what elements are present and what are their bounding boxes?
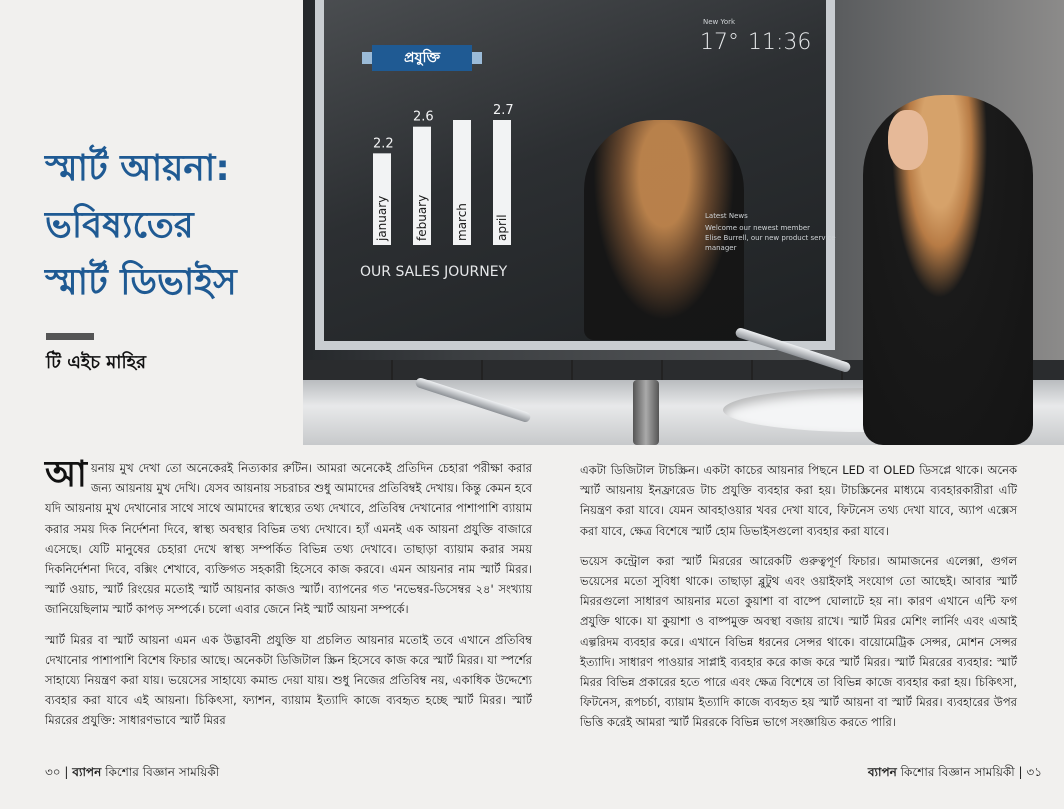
author-name: টি এইচ মাহির — [46, 352, 146, 373]
chart-data-label: 2.6 — [413, 109, 434, 125]
chart-category-label: april — [495, 214, 509, 241]
paragraph: একটা ডিজিটাল টাচস্ক্রিন। একটা কাচের আয়নার পিছনে LED বা OLED ডিসপ্লে থাকে। অনেক স্মার্ট আয়নায় ইনফ্রারেড টাচ প্রযুক্তি ব্যবহার করা হয়। টাচস্ক্রিনের মাধ্যমে ব্যবহারকারীরা এটি নিয়ন্ত্রণ করা যাবে। যেমন আবহাওয়ার খবর দেখা যাবে, ফিটনেস তথ্য দেখা যাবে, অ্যাপ এক্সেস করা যাবে, ক্ষেত্র বিশেষে স্মার্ট হোম ডিভাইসগুলো ব্যবহার করা যাবে। — [580, 463, 1017, 538]
paragraph: ভয়েস কন্ট্রোল করা স্মার্ট মিররের আরেকটি গুরুত্বপূর্ণ ফিচার। আমাজনের এলেক্সা, গুগল ভয়েসের মতো সুবিধা থাকে। তাছাড়া ব্লুটুথ এবং ওয়াইফাই সংযোগ তো আছেই। আবার স্মার্ট মিররগুলো সাধারণ আয়নার মতো কুয়াশা বা বাষ্পে ঘোলাটে হয় না। কারণ এখানে এন্টি ফগ প্রযুক্তি থাকে। যা কুয়াশা ও বাষ্পমুক্ত অবস্থা বজায় রাখে। স্মার্ট মিরর মেশিং লার্নিং এবং এআই এল্গরিদম ব্যবহার করে। এখানে বিভিন্ন ধরনের সেন্সর থাকে। বায়োমেট্রিক সেন্সর, মোশন সেন্সর ইত্যাদি। সাধারণ পাওয়ার সাপ্লাই ব্যবহার করে কাজ করে স্মার্ট মিরর। স্মার্ট মিররের ব্যবহার: স্মার্ট মিরর বিভিন্ন প্রকারের হতে পারে এবং ক্ষেত্র বিশেষে তা বিভিন্ন কাজে ব্যবহার করা হয়। চিকিৎসা, ফিটনেস, রূপচর্চা, ব্যায়াম ইত্যাদি কাজে ব্যবহৃত হয় স্মার্ট আয়না বা স্মার্ট মিরর। ব্যবহারের উপর ভিত্তি করেই আমরা স্মার্ট মিররকে বিভিন্ন ভাগে সংজ্ঞায়িত করতে পারি। — [580, 553, 1017, 730]
mirror-sales-chart — [355, 40, 515, 285]
drop-cap: আ — [45, 454, 87, 495]
paragraph-text: য়নায় মুখ দেখা তো অনেকেরই নিত্যকার রুটিন। আমরা অনেকেই প্রতিদিন চেহারা পরীক্ষা করার জন্য আয়নায় মুখ দেখি। যেসব আয়নায় সচরাচর শুধু আমাদের প্রতিবিম্বই দেখায়। কিন্তু কেমন হবে যদি আয়নায় মুখ দেখানোর সাথে সাথে আমাদের স্বাস্থ্যের তথ্য দেখাবে, প্রতিবিম্ব দেখানোর পাশাপাশি ব্যায়াম করার সময় দিক নির্দেশনা দিবে, স্বাস্থ্য অবস্থার বিভিন্ন তথ্য দেখাবে। হ্যাঁ এমনই এক আয়না প্রযুক্তি বাজারে এসেছে। যেটি মানুষের চেহারা দেখে স্বাস্থ্য সম্পর্কিত বিভিন্ন তথ্য দেখাবে। তাছাড়া ব্যায়াম করার সময় দিকনির্দেশনা দিবে, বক্সিং শেখাবে, ব্যক্তিগত সহকারী হিসেবে কাজ করবে। এমন আয়নার নাম স্মার্ট মিরর। স্মার্ট ওয়াচ, স্মার্ট রিংয়ের মতোই স্মার্ট আয়নার কাজও স্মার্ট। ব্যাপনের গত 'নভেম্বর-ডিসেম্বর ২৪' সংখ্যায় জানিয়েছিলাম স্মার্ট কাপড় সম্পর্কে। চলো এবার জেনে নিই স্মার্ট আয়না সম্পর্কে। — [45, 461, 532, 617]
title-line-2: ভবিষ্যতের — [45, 205, 194, 246]
paragraph: স্মার্ট মিরর বা স্মার্ট আয়না এমন এক উদ্ভাবনী প্রযুক্তি যা প্রচলিত আয়নার মতোই তবে এখানে প্রতিবিম্ব দেখানোর পাশাপাশি বিশেষ ফিচার আছে। অনেকটা ডিজিটাল স্ক্রিন হিসেবে কাজ করে স্মার্ট মিরর। যা স্পর্শের সাহায্যে নিয়ন্ত্রণ করা যায়। ভয়েসের সাহায্যে কমান্ড দেয়া যায়। শুধু নিজের প্রতিবিম্ব নয়, একাধিক উদ্দেশ্যে ব্যবহার করা যাবে এই আয়না। চিকিৎসা, ফ্যাশন, ব্যায়াম ইত্যাদি কাজে ব্যবহৃত হচ্ছে স্মার্ট মিরর। স্মার্ট মিররের প্রযুক্তি: সাধারণভাবে স্মার্ট মিরর — [45, 632, 532, 728]
woman-face — [888, 110, 928, 170]
chart-title: OUR SALES JOURNEY — [360, 264, 508, 280]
soap-dispenser — [633, 380, 659, 445]
brand-logo: ব্যাপন — [72, 765, 102, 779]
page-number-left: ৩০ — [45, 765, 61, 779]
chart-data-label: 2.7 — [493, 103, 514, 118]
chart-category-label: febuary — [415, 194, 429, 241]
category-tag: প্রযুক্তি — [372, 45, 472, 71]
footer-left: ৩০ | ব্যাপন কিশোর বিজ্ঞান সাময়িকী — [45, 765, 220, 779]
footer-right: ব্যাপন কিশোর বিজ্ঞান সাময়িকী | ৩১ — [867, 765, 1042, 779]
chart-category-label: march — [455, 203, 469, 241]
mirror-news-line-1: Welcome our newest member — [705, 224, 811, 232]
text-column-left — [45, 454, 532, 741]
mirror-news-title: Latest News — [705, 212, 748, 220]
article-title — [45, 140, 295, 311]
paragraph — [45, 454, 532, 620]
mirror-news-line-2: Elise Burrell, our new product service — [705, 234, 836, 242]
mirror-news-line-3: manager — [705, 244, 737, 252]
chart-data-label: 2.2 — [373, 136, 394, 152]
text-column-right — [580, 460, 1017, 743]
chart-category-label: january — [375, 195, 389, 241]
magazine-name: কিশোর বিজ্ঞান সাময়িকী — [900, 765, 1015, 779]
title-divider — [46, 333, 94, 340]
mirror-clock: 11:36 — [748, 30, 812, 55]
title-line-1: স্মার্ট আয়না: — [45, 148, 230, 189]
mirror-temperature: 17° — [700, 30, 739, 55]
brand-logo: ব্যাপন — [867, 765, 897, 779]
page-number-right: ৩১ — [1026, 765, 1042, 779]
magazine-name: কিশোর বিজ্ঞান সাময়িকী — [105, 765, 220, 779]
mirror-city: New York — [703, 18, 736, 26]
title-line-3: স্মার্ট ডিভাইস — [45, 262, 237, 303]
